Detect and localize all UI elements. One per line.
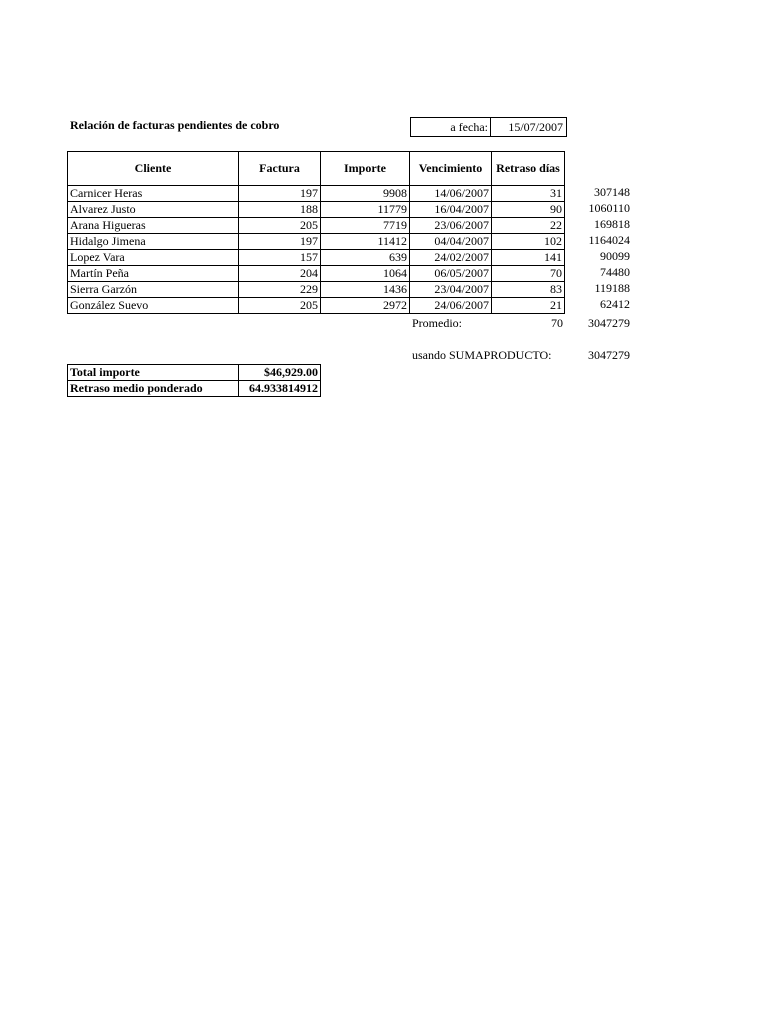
col-header-factura: Factura	[239, 152, 321, 186]
cell-cliente[interactable]: Carnicer Heras	[68, 186, 239, 202]
date-label: a fecha:	[411, 118, 491, 136]
table-row	[68, 298, 565, 314]
cell-importe[interactable]: 639	[321, 250, 410, 266]
table-header-row	[68, 152, 565, 186]
cell-extra[interactable]: 1164024	[588, 233, 630, 247]
sumaproducto-label: usando SUMAPRODUCTO:	[412, 348, 552, 362]
cell-retraso[interactable]: 22	[492, 218, 565, 234]
cell-importe[interactable]: 9908	[321, 186, 410, 202]
cell-vencimiento[interactable]: 14/06/2007	[410, 186, 492, 202]
promedio-value[interactable]: 70	[551, 316, 563, 330]
col-header-importe: Importe	[321, 152, 410, 186]
cell-cliente[interactable]: Martín Peña	[68, 266, 239, 282]
cell-extra[interactable]: 90099	[600, 249, 630, 263]
cell-factura[interactable]: 205	[239, 218, 321, 234]
col-header-vencimiento: Vencimiento	[410, 152, 492, 186]
cell-cliente[interactable]: Arana Higueras	[68, 218, 239, 234]
cell-cliente[interactable]: González Suevo	[68, 298, 239, 314]
cell-retraso[interactable]: 90	[492, 202, 565, 218]
promedio-extra-value[interactable]: 3047279	[588, 316, 630, 330]
cell-importe[interactable]: 2972	[321, 298, 410, 314]
cell-vencimiento[interactable]: 23/06/2007	[410, 218, 492, 234]
cell-factura[interactable]: 188	[239, 202, 321, 218]
table-row	[68, 250, 565, 266]
retraso-ponderado-label: Retraso medio ponderado	[68, 381, 239, 397]
cell-retraso[interactable]: 31	[492, 186, 565, 202]
cell-vencimiento[interactable]: 24/06/2007	[410, 298, 492, 314]
cell-importe[interactable]: 1436	[321, 282, 410, 298]
col-header-retraso: Retraso días	[492, 152, 565, 186]
table-row	[68, 266, 565, 282]
cell-extra[interactable]: 169818	[594, 217, 630, 231]
cell-vencimiento[interactable]: 06/05/2007	[410, 266, 492, 282]
cell-factura[interactable]: 197	[239, 186, 321, 202]
sheet-title: Relación de facturas pendientes de cobro	[70, 118, 280, 132]
total-importe-row	[68, 365, 321, 381]
cell-retraso[interactable]: 141	[492, 250, 565, 266]
cell-importe[interactable]: 7719	[321, 218, 410, 234]
table-row	[68, 282, 565, 298]
cell-retraso[interactable]: 102	[492, 234, 565, 250]
cell-importe[interactable]: 11779	[321, 202, 410, 218]
promedio-label: Promedio:	[412, 316, 462, 330]
sumaproducto-value[interactable]: 3047279	[588, 348, 630, 362]
cell-factura[interactable]: 229	[239, 282, 321, 298]
cell-importe[interactable]: 11412	[321, 234, 410, 250]
cell-retraso[interactable]: 70	[492, 266, 565, 282]
table-row	[68, 186, 565, 202]
cell-importe[interactable]: 1064	[321, 266, 410, 282]
table-row	[68, 234, 565, 250]
cell-extra[interactable]: 74480	[600, 265, 630, 279]
cell-factura[interactable]: 197	[239, 234, 321, 250]
date-value[interactable]: 15/07/2007	[508, 120, 563, 134]
cell-factura[interactable]: 204	[239, 266, 321, 282]
cell-retraso[interactable]: 21	[492, 298, 565, 314]
cell-factura[interactable]: 205	[239, 298, 321, 314]
cell-vencimiento[interactable]: 04/04/2007	[410, 234, 492, 250]
cell-extra[interactable]: 119188	[594, 281, 630, 295]
col-header-cliente: Cliente	[68, 152, 239, 186]
cell-factura[interactable]: 157	[239, 250, 321, 266]
retraso-ponderado-row	[68, 381, 321, 397]
cell-cliente[interactable]: Lopez Vara	[68, 250, 239, 266]
cell-extra[interactable]: 1060110	[588, 201, 630, 215]
date-box	[410, 117, 567, 137]
cell-cliente[interactable]: Alvarez Justo	[68, 202, 239, 218]
cell-retraso[interactable]: 83	[492, 282, 565, 298]
cell-extra[interactable]: 307148	[594, 185, 630, 199]
cell-extra[interactable]: 62412	[600, 297, 630, 311]
totals-table	[67, 364, 321, 397]
total-importe-value[interactable]: $46,929.00	[239, 365, 321, 381]
retraso-ponderado-value[interactable]: 64.933814912	[239, 381, 321, 397]
cell-cliente[interactable]: Sierra Garzón	[68, 282, 239, 298]
cell-vencimiento[interactable]: 23/04/2007	[410, 282, 492, 298]
cell-vencimiento[interactable]: 16/04/2007	[410, 202, 492, 218]
table-row	[68, 202, 565, 218]
total-importe-label: Total importe	[68, 365, 239, 381]
cell-cliente[interactable]: Hidalgo Jimena	[68, 234, 239, 250]
cell-vencimiento[interactable]: 24/02/2007	[410, 250, 492, 266]
table-row	[68, 218, 565, 234]
invoices-table	[67, 151, 565, 314]
